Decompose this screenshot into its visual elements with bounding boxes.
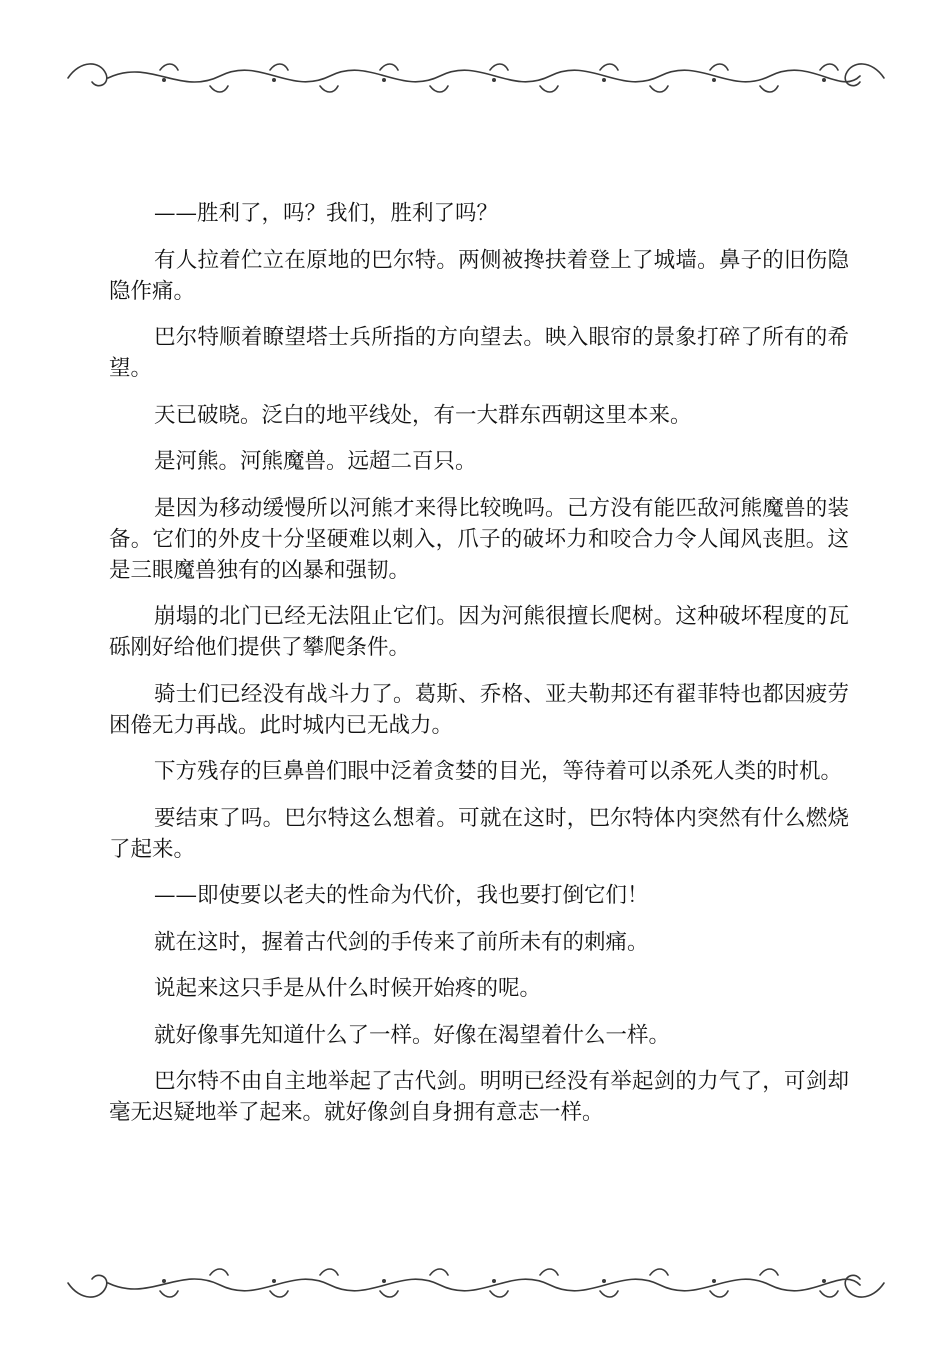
paragraph: 巴尔特顺着瞭望塔士兵所指的方向望去。映入眼帘的景象打碎了所有的希望。 xyxy=(109,325,849,381)
top-border-vine xyxy=(60,50,892,106)
paragraph: 崩塌的北门已经无法阻止它们。因为河熊很擅长爬树。这种破坏程度的瓦砾刚好给他们提供了攀爬条件。 xyxy=(109,604,849,660)
chapter-text xyxy=(109,198,849,1144)
bottom-border-vine xyxy=(60,1255,892,1311)
paragraph: 有人拉着伫立在原地的巴尔特。两侧被搀扶着登上了城墙。鼻子的旧伤隐隐作痛。 xyxy=(109,247,849,304)
paragraph: 就在这时，握着古代剑的手传来了前所未有的刺痛。 xyxy=(154,929,649,955)
paragraph: 骑士们已经没有战斗力了。葛斯、乔格、亚夫勒邦还有翟菲特也都因疲劳困倦无力再战。此时城内已无战力。 xyxy=(109,681,849,738)
top-ornamental-border xyxy=(60,50,892,106)
paragraph: ——胜利了，吗？我们，胜利了吗？ xyxy=(154,201,499,226)
paragraph: 说起来这只手是从什么时候开始疼的呢。 xyxy=(154,976,542,1001)
paragraph: 天已破晓。泛白的地平线处，有一大群东西朝这里本来。 xyxy=(154,402,692,428)
paragraph: 下方残存的巨鼻兽们眼中泛着贪婪的目光，等待着可以杀死人类的时机。 xyxy=(154,759,843,784)
paragraph: 是河熊。河熊魔兽。远超二百只。 xyxy=(154,449,477,474)
paragraph: ——即使要以老夫的性命为代价，我也要打倒它们！ xyxy=(154,883,649,908)
bottom-ornamental-border xyxy=(60,1255,892,1311)
paragraph: 是因为移动缓慢所以河熊才来得比较晚吗。己方没有能匹敌河熊魔兽的装备。它们的外皮十分坚硬难以刺入，爪子的破坏力和咬合力令人闻风丧胆。这是三眼魔兽独有的凶暴和强韧。 xyxy=(109,495,849,583)
paragraph: 要结束了吗。巴尔特这么想着。可就在这时，巴尔特体内突然有什么燃烧了起来。 xyxy=(109,805,849,862)
paragraph: 就好像事先知道什么了一样。好像在渴望着什么一样。 xyxy=(154,1022,671,1048)
paragraph: 巴尔特不由自主地举起了古代剑。明明已经没有举起剑的力气了，可剑却毫无迟疑地举了起来。就好像剑自身拥有意志一样。 xyxy=(109,1069,849,1125)
